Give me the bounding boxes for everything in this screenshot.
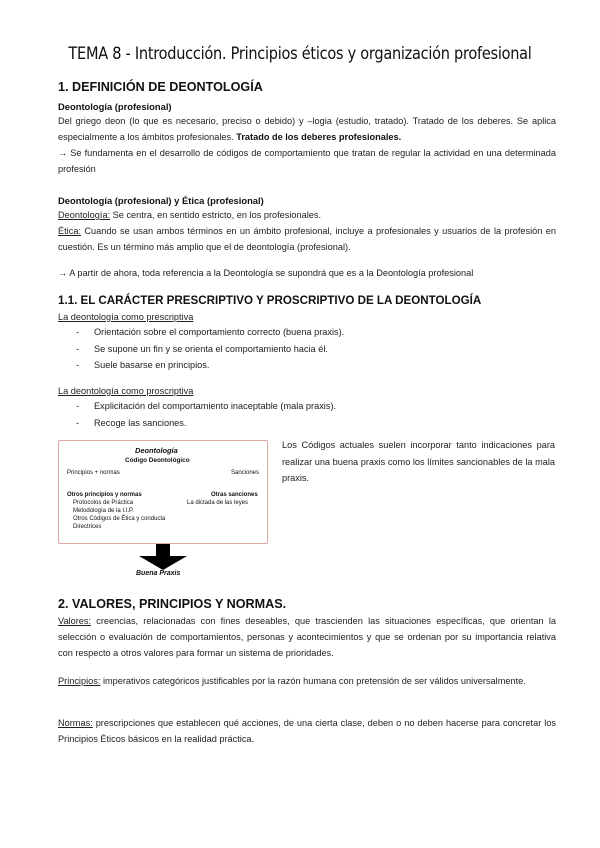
paragraph-a-partir: → A partir de ahora, toda referencia a la Deontología se supondrá que es a la Deontología profesional	[58, 268, 474, 278]
paragraph-deontologia	[58, 207, 556, 223]
list-item: - Se supone un fin y se orienta el comportamiento hacia él.	[76, 341, 344, 358]
paragraph-etica	[58, 223, 556, 255]
diagram-title: Deontología	[135, 446, 178, 455]
diagram-list-right: La dictada de las leyes	[187, 500, 249, 506]
prescriptiva-label: La deontología como prescriptiva	[58, 312, 194, 322]
deontology-diagram	[58, 436, 268, 582]
principios-text: imperativos categóricos justificables por la razón humana con pretensión de ser válidos universalmente.	[100, 676, 526, 686]
diagram-other-sanctions: Otras sanciones	[211, 492, 258, 498]
paragraph-fundamenta: → Se fundamenta en el desarrollo de códigos de comportamiento que tratan de regular la actividad en una determinada profesión	[58, 148, 556, 174]
diagram-other-principles: Otros principios y normas	[67, 492, 142, 498]
proscriptiva-label: La deontología como proscriptiva	[58, 386, 194, 396]
page-title: TEMA 8 - Introducción. Principios éticos y organización profesional	[68, 44, 532, 63]
principios-label: Principios:	[58, 676, 101, 686]
normas-text: prescripciones que establecen qué acciones, de una cierta clase, deben o no deben hacerse para concretar los Principios Éticos básicos en la realidad práctica.	[58, 718, 556, 744]
valores-text: creencias, relacionadas con fines deseables, que trascienden las situaciones específicas, que orientan la selección o evaluación de comportamientos, personas y acontecimientos y que se ordenan por su importancia relativa con respecto a otros valores para formar un sistema de prioridades.	[58, 616, 556, 658]
paragraph-codigos: Los Códigos actuales suelen incorporar tanto indicaciones para realizar una buena praxis como los límites sancionables de la mala praxis.	[282, 440, 555, 483]
section-1-1-heading: 1.1. EL CARÁCTER PRESCRIPTIVO Y PROSCRIPTIVO DE LA DEONTOLOGÍA	[58, 294, 482, 307]
paragraph-principios	[58, 673, 556, 689]
diagram-box	[58, 440, 268, 544]
diagram-principles: Principios + normas	[67, 470, 120, 476]
diagram-sanctions: Sanciones	[231, 470, 260, 476]
list-item: - Explicitación del comportamiento inaceptable (mala praxis).	[76, 398, 336, 415]
paragraph-normas	[58, 715, 556, 747]
diagram-bottom-label: Buena Praxis	[136, 570, 181, 577]
deontologia-text: Se centra, en sentido estricto, en los profesionales.	[110, 210, 322, 220]
paragraph-valores	[58, 613, 556, 661]
normas-label: Normas:	[58, 718, 93, 728]
down-arrow-icon	[139, 556, 187, 570]
subheading-deontologia: Deontología (profesional)	[58, 101, 172, 112]
prescriptiva-list	[76, 324, 344, 374]
paragraph-definition	[58, 113, 556, 145]
diagram-code-label: Código Deontológico	[125, 457, 190, 464]
diagram-list-item: Metodología de la I.I.P.	[73, 508, 134, 514]
diagram-list-item: Otros Códigos de Ética y conducta	[73, 516, 166, 522]
list-item: - Suele basarse en principios.	[76, 357, 344, 374]
subheading-deontologia-etica: Deontología (profesional) y Ética (profesional)	[58, 195, 264, 206]
list-item: - Orientación sobre el comportamiento correcto (buena praxis).	[76, 324, 344, 341]
definition-text: Del griego deon (lo que es necesario, preciso o debido) y –logia (estudio, tratado). Tratado de los deberes. Se aplica especialmente a los ámbitos profesionales.	[58, 116, 556, 142]
diagram-list-item: Protocolos de Práctica	[73, 500, 134, 506]
etica-text: Cuando se usan ambos términos en un ámbito profesional, incluye a profesionales y usuarios de la profesión en cuestión. Es un término más amplio que el de deontología (profesional).	[58, 226, 556, 252]
section-1-heading: 1. DEFINICIÓN DE DEONTOLOGÍA	[58, 80, 263, 94]
definition-bold: Tratado de los deberes profesionales.	[236, 132, 402, 142]
list-item: - Recoge las sanciones.	[76, 415, 336, 432]
etica-label: Ética:	[58, 226, 81, 236]
deontologia-label: Deontología:	[58, 210, 111, 220]
diagram-list-item: Directrices	[73, 524, 102, 530]
proscriptiva-list	[76, 398, 336, 431]
valores-label: Valores:	[58, 616, 92, 626]
section-2-heading: 2. VALORES, PRINCIPIOS Y NORMAS.	[58, 597, 287, 611]
